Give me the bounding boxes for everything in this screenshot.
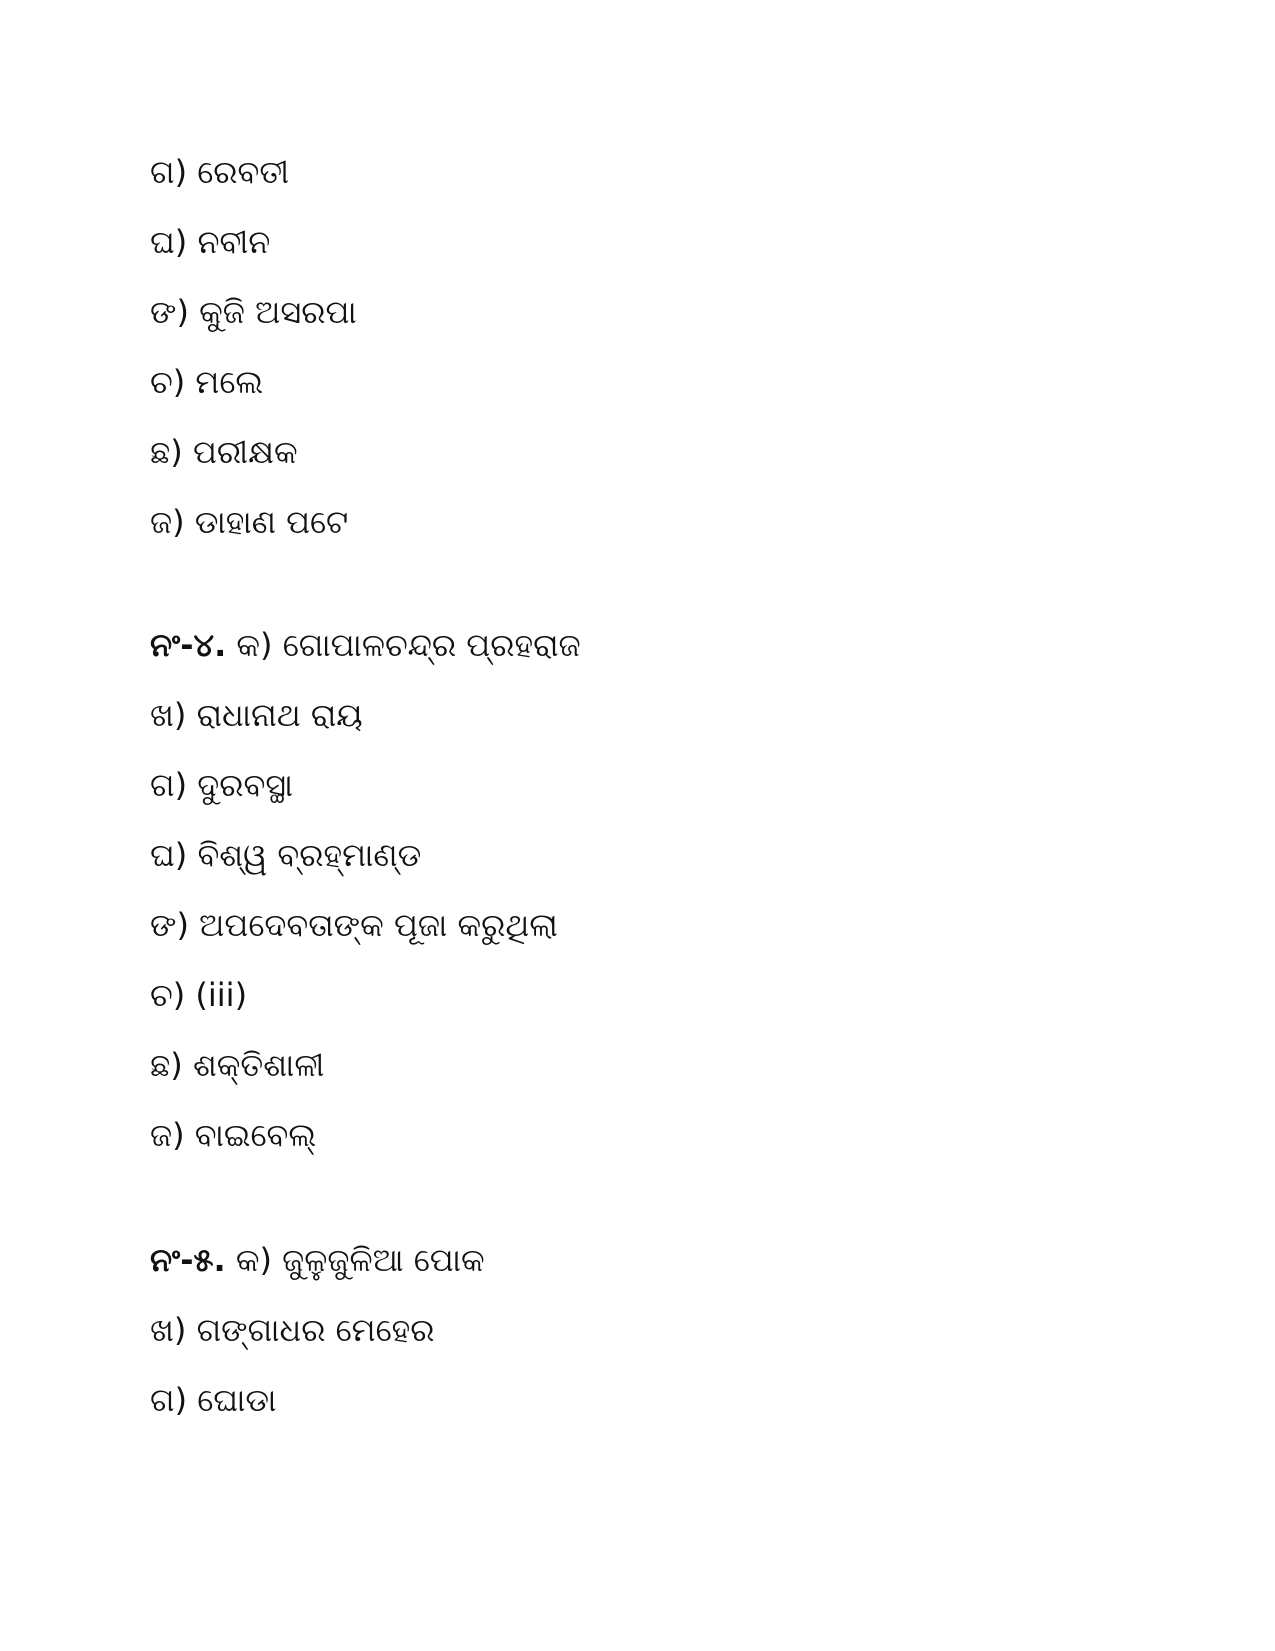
answer-item: ଖ) ଗଙ୍ଗାଧର ମେହେର bbox=[150, 1311, 435, 1349]
question-4-first-answer bbox=[150, 625, 581, 665]
answer-item: ଚ) ମଲେ bbox=[150, 363, 264, 401]
answer-item: ଖ) ରାଧାନାଥ ରାୟ bbox=[150, 696, 363, 734]
answer-item: ଛ) ପରୀକ୍ଷକ bbox=[150, 433, 298, 471]
question-5-number: ନଂ-୫. bbox=[150, 1241, 226, 1279]
answer-item: ଘ) ବିଶ୍ୱ ବ୍ରହ୍ମାଣ୍ଡ bbox=[150, 836, 422, 874]
answer-item: ଛ) ଶକ୍ତିଶାଳୀ bbox=[150, 1046, 325, 1084]
question-4-number: ନଂ-୪. bbox=[150, 626, 227, 664]
question-5-first-answer bbox=[150, 1240, 485, 1280]
answer-item: ଙ) ଅପଦେବତାଙ୍କ ପୂଜା କରୁଥିଲା bbox=[150, 906, 558, 944]
answer-item: ଚ) (iii) bbox=[150, 976, 248, 1014]
answer-item: ଘ) ନବୀନ bbox=[150, 223, 271, 261]
answer-item: ଙ) କୁଜି ଅସରପା bbox=[150, 293, 357, 331]
answer-item: କ) ଜୁଳୁଜୁଳିଆ ପୋକ bbox=[235, 1241, 485, 1279]
answer-item: କ) ଗୋପାଳଚନ୍ଦ୍ର ପ୍ରହରାଜ bbox=[236, 626, 581, 664]
answer-item: ଗ) ରେବତୀ bbox=[150, 153, 290, 191]
answer-sheet-page bbox=[150, 0, 1150, 1651]
answer-item: ଗ) ଘୋଡା bbox=[150, 1381, 277, 1419]
answer-item: ଜ) ଡାହାଣ ପଟେ bbox=[150, 503, 349, 541]
answer-item: ଜ) ବାଇବେଲ୍ bbox=[150, 1116, 317, 1154]
answer-item: ଗ) ଦୁରବସ୍ଥା bbox=[150, 766, 294, 804]
